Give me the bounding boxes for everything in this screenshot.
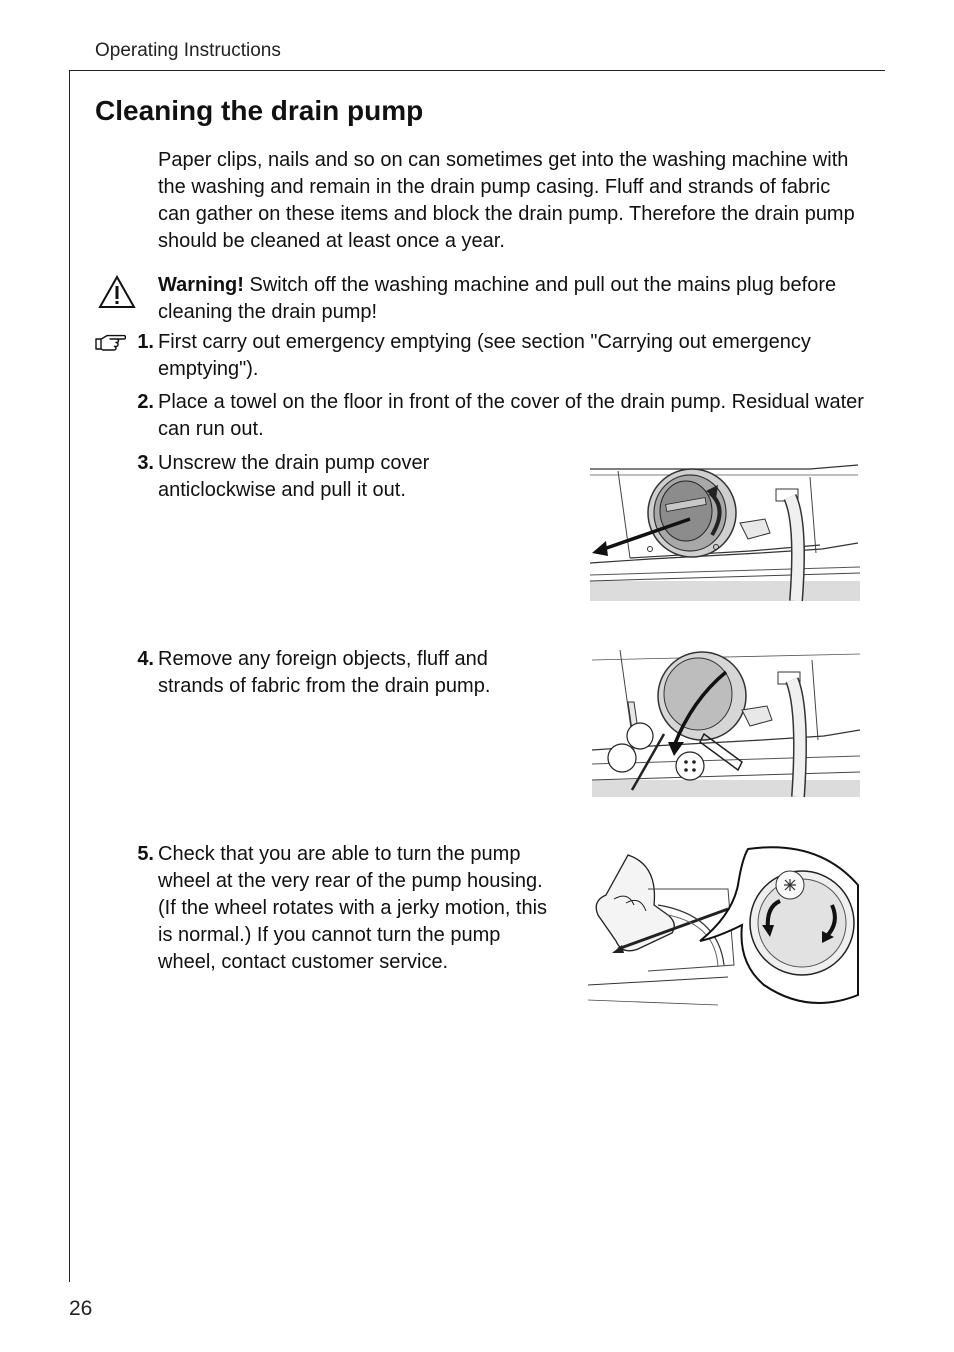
step-text: Remove any foreign objects, fluff and strands of fabric from the drain pump. xyxy=(158,648,491,697)
step-number: 1. xyxy=(137,331,154,353)
section-title: Cleaning the drain pump xyxy=(95,95,424,126)
step-number: 5. xyxy=(137,843,154,865)
step-text: Place a towel on the floor in front of the cover of the drain pump. Residual water can run out. xyxy=(158,391,864,440)
step-text: Unscrew the drain pump cover anticlockwise and pull it out. xyxy=(158,452,430,501)
step-text: First carry out emergency emptying (see section "Carrying out emergency emptying"). xyxy=(158,331,811,380)
intro-paragraph: Paper clips, nails and so on can sometimes get into the washing machine with the washing and remain in the drain pump casing. Fluff and strands of fabric can gather on these items and block the drain pump. Therefore the drain pump should be cleaned at least once a year. xyxy=(158,149,855,252)
step-number: 3. xyxy=(137,452,154,474)
header-rule xyxy=(69,70,885,71)
warning-label: Warning! xyxy=(158,274,244,296)
pump-wheel-illustration xyxy=(588,845,860,1010)
margin-rule xyxy=(69,70,70,1282)
running-header: Operating Instructions xyxy=(95,40,281,61)
warning-paragraph xyxy=(158,272,864,326)
step-text: Check that you are able to turn the pump wheel at the very rear of the pump housing. (If the wheel rotates with a jerky motion, this is normal.) If you cannot turn the pump wheel, contact customer service. xyxy=(158,843,548,973)
warning-text: Switch off the washing machine and pull out the mains plug before cleaning the drain pump! xyxy=(158,274,837,323)
page-number: 26 xyxy=(69,1297,93,1320)
step-number: 2. xyxy=(137,391,154,413)
unscrew-cover-illustration xyxy=(590,463,860,601)
remove-objects-illustration xyxy=(592,650,860,797)
warning-triangle-icon xyxy=(98,275,136,309)
step-number: 4. xyxy=(137,648,154,670)
